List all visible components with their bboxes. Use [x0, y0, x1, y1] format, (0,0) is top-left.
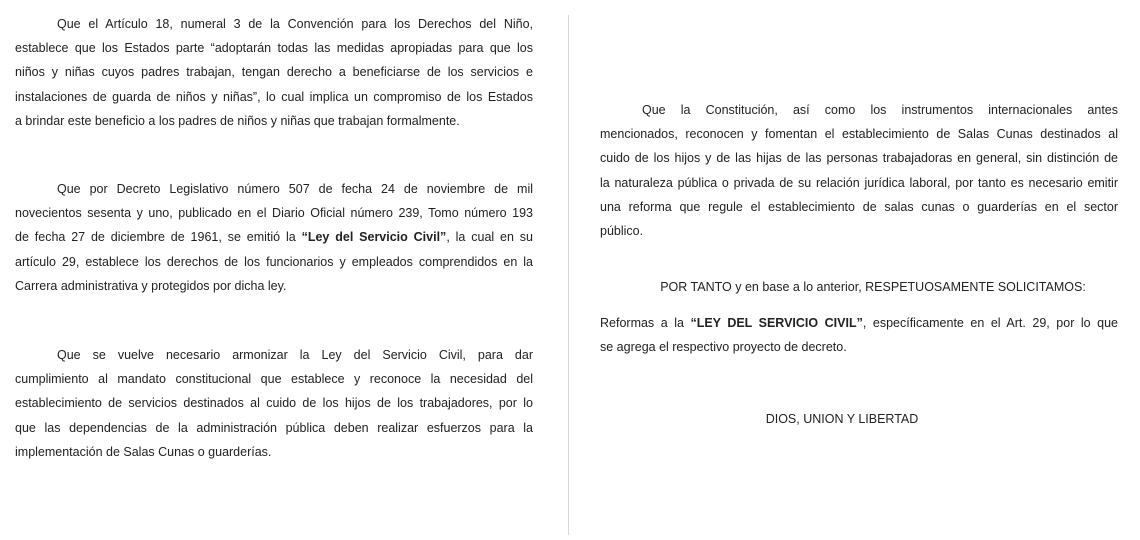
paragraph-line: Que se vuelve necesario armonizar la Ley del Servicio Civil, para dar: [57, 348, 533, 362]
paragraph-line: mencionados, reconocen y fomentan el establecimiento de Salas Cunas destinados al: [600, 127, 1118, 142]
paragraph-line: Reformas a la “LEY DEL SERVICIO CIVIL”, específicamente en el Art. 29, por lo que: [600, 316, 1119, 330]
closing-motto: DIOS, UNION Y LIBERTAD: [765, 412, 919, 426]
paragraph-convencion: [15, 12, 533, 133]
paragraph-line: a brindar este beneficio a los padres de niños y niñas que trabajan formalmente.: [15, 113, 460, 128]
paragraph-line: se agrega el respectivo proyecto de decreto.: [600, 340, 847, 355]
paragraph-decreto-legislativo: [15, 177, 533, 298]
paragraph-line: Que la Constitución, así como los instrumentos internacionales antes: [642, 103, 1118, 117]
paragraph-line: niños y niñas cuyos padres trabajan, tengan derecho a beneficiarse de los servicios e: [15, 65, 533, 80]
paragraph-line: artículo 29, establece los derechos de los funcionarios y empleados comprendidos en la: [15, 254, 533, 269]
paragraph-line: que las dependencias de la administración pública deben realizar esfuerzos para la: [15, 420, 533, 435]
paragraph-armonizar: [15, 343, 533, 464]
paragraph-line: establecimiento de servicios destinados al cuido de los hijos de los trabajadores, por lo: [15, 396, 533, 411]
paragraph-line: una reforma que regule el establecimiento de salas cunas o guarderías en el sector: [600, 199, 1118, 214]
right-page: [572, 0, 1140, 540]
paragraph-line: la naturaleza pública o privada de su relación jurídica laboral, por tanto es necesario emitir: [600, 175, 1118, 190]
paragraph-reformas: [600, 311, 1118, 359]
law-name-bold: “Ley del Servicio Civil”: [301, 230, 447, 245]
left-page: [0, 0, 556, 540]
paragraph-line: instalaciones de guarda de niños y niñas”, lo cual implica un compromiso de los Estados: [15, 89, 533, 104]
paragraph-line: cumplimiento al mandato constitucional que establece y reconoce la necesidad del: [15, 372, 533, 387]
paragraph-line: público.: [600, 224, 644, 239]
paragraph-constitucion: [600, 98, 1118, 243]
paragraph-line: establece que los Estados parte “adoptarán todas las medidas apropiadas para que los: [15, 41, 533, 56]
law-name-bold: “LEY DEL SERVICIO CIVIL”: [690, 316, 863, 330]
page-divider: [568, 15, 569, 535]
paragraph-line: Carrera administrativa y protegidos por dicha ley.: [15, 278, 287, 293]
paragraph-line: implementación de Salas Cunas o guarderías.: [15, 444, 272, 459]
por-tanto-heading: POR TANTO y en base a lo anterior, RESPETUOSAMENTE SOLICITAMOS:: [660, 280, 1086, 294]
paragraph-line: Que por Decreto Legislativo número 507 de fecha 24 de noviembre de mil: [57, 182, 533, 196]
paragraph-line: de fecha 27 de diciembre de 1961, se emitió la “Ley del Servicio Civil”, la cual en su: [15, 230, 533, 245]
paragraph-line: novecientos sesenta y uno, publicado en el Diario Oficial número 239, Tomo número 193: [15, 206, 533, 221]
paragraph-line: cuido de los hijos y de las hijas de las personas trabajadoras en general, sin distinción de: [600, 151, 1118, 166]
paragraph-line: Que el Artículo 18, numeral 3 de la Convención para los Derechos del Niño,: [57, 17, 533, 31]
